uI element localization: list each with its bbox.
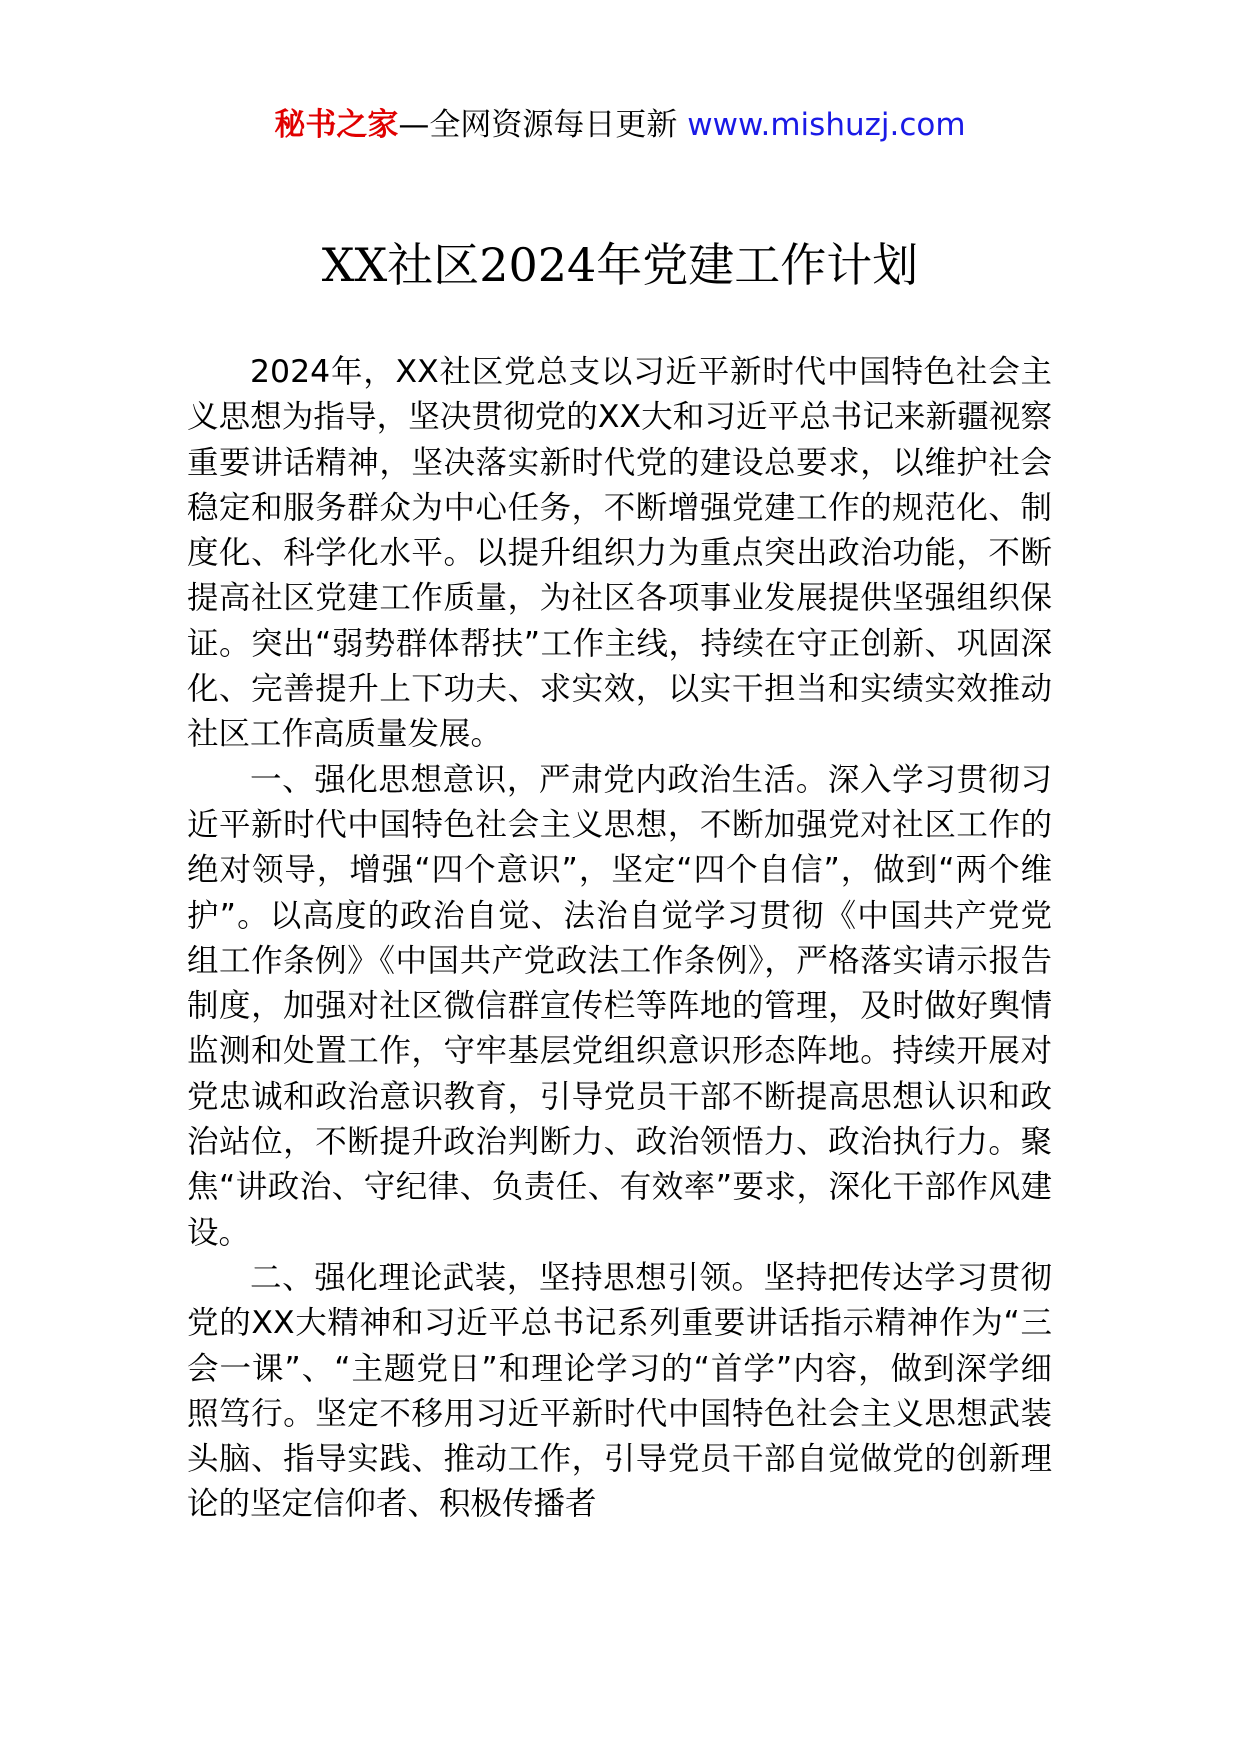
document-title: XX社区2024年党建工作计划 <box>321 238 919 292</box>
paragraph-section-2: 二、强化理论武装，坚持思想引领。坚持把传达学习贯彻党的XX大精神和习近平总书记系列重要讲话指示精神作为“三会一课”、“主题党日”和理论学习的“首学”内容，做到深学细照笃行。坚定不移用习近平新时代中国特色社会主义思想武装头脑、指导实践、推动工作，引导党员干部自觉做党的创新理论的坚定信仰者、积极传播者 <box>187 1259 1052 1523</box>
site-url-link[interactable]: www.mishuzj.com <box>687 107 966 143</box>
header-tagline: —全网资源每日更新 <box>398 107 688 143</box>
paragraph-section-1: 一、强化思想意识，严肃党内政治生活。深入学习贯彻习近平新时代中国特色社会主义思想，不断加强党对社区工作的绝对领导，增强“四个意识”，坚定“四个自信”，做到“两个维护”。以高度的政治自觉、法治自觉学习贯彻《中国共产党党组工作条例》《中国共产党政法工作条例》，严格落实请示报告制度，加强对社区微信群宣传栏等阵地的管理，及时做好舆情监测和处置工作，守牢基层党组织意识形态阵地。持续开展对党忠诚和政治意识教育，引导党员干部不断提高思想认识和政治站位，不断提升政治判断力、政治领悟力、政治执行力。聚焦“讲政治、守纪律、负责任、有效率”要求，深化干部作风建设。 <box>187 761 1052 1251</box>
site-header <box>0 98 1240 152</box>
paragraph-intro: 2024年，XX社区党总支以习近平新时代中国特色社会主义思想为指导，坚决贯彻党的XX大和习近平总书记来新疆视察重要讲话精神，坚决落实新时代党的建设总要求，以维护社会稳定和服务群众为中心任务，不断增强党建工作的规范化、制度化、科学化水平。以提升组织力为重点突出政治功能，不断提高社区党建工作质量，为社区各项事业发展提供坚强组织保证。突出“弱势群体帮扶”工作主线，持续在守正创新、巩固深化、完善提升上下功夫、求实效，以实干担当和实绩实效推动社区工作高质量发展。 <box>187 354 1052 753</box>
document-body <box>187 350 1052 1528</box>
brand-name: 秘书之家 <box>274 107 399 143</box>
